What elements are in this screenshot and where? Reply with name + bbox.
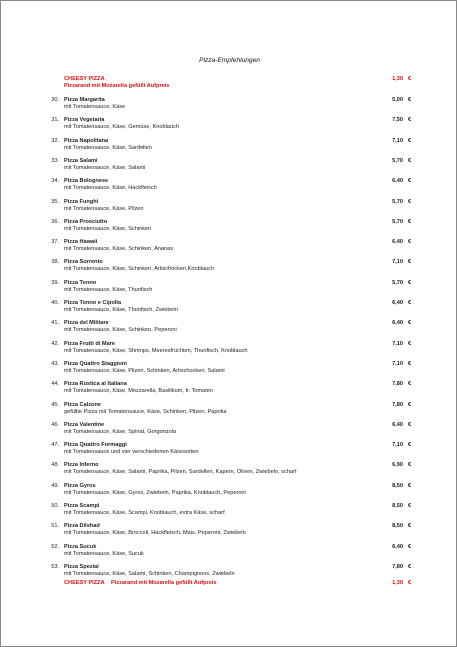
item-number: 33.: [51, 158, 59, 164]
menu-item: [1, 462, 457, 478]
item-number: 51.: [51, 523, 59, 529]
item-name: Pizza Prosciutto: [64, 219, 108, 225]
cheesy-pizza-header: [1, 76, 457, 92]
currency-symbol: €: [408, 503, 412, 509]
currency-symbol: €: [408, 199, 412, 205]
currency-symbol: €: [408, 320, 412, 326]
menu-item: [1, 320, 457, 336]
menu-item: [1, 280, 457, 296]
item-description: mit Tomatensauce, Käse, Salami, Paprika, Pilzen, Sardellen, Kapern, Oliven, Zwiebeln, scharf: [64, 469, 297, 475]
item-price: 6,40: [392, 178, 403, 184]
item-description: mit Tomatensauce, Käse, Schinken, Peperoni: [64, 327, 177, 333]
item-price: 5,00: [392, 97, 403, 103]
item-name: Pizza Scampi: [64, 503, 100, 509]
item-number: 45.: [51, 402, 59, 408]
item-price: 7,10: [392, 259, 403, 265]
item-name: Pizza Napolitana: [64, 138, 109, 144]
currency-symbol: €: [408, 462, 412, 468]
currency-symbol: €: [408, 280, 412, 286]
item-name: Pizza Bolognese: [64, 178, 109, 184]
item-description: mit Tomatensauce, Käse, Mozzarella, Basilikum, tr. Tomaten: [64, 388, 214, 394]
item-name: Pizza Rustica al Italiana: [64, 381, 127, 387]
item-name: Pizza Margarita: [64, 97, 105, 103]
item-name: Pizza Funghi: [64, 199, 99, 205]
menu-item: [1, 117, 457, 133]
item-description: mit Tomatensauce und vier verschiedenen Käsesorten: [64, 449, 199, 455]
item-number: 50.: [51, 503, 59, 509]
item-price: 6,40: [392, 422, 403, 428]
item-price: 7,10: [392, 341, 403, 347]
menu-item: [1, 219, 457, 235]
item-description: mit Tomatensauce, Käse, Spinat, Gorgonzola: [64, 429, 177, 435]
item-description: mit Tomatensauce, Käse, Schinken, Ananas: [64, 246, 174, 252]
item-number: 38.: [51, 259, 59, 265]
item-description: mit Tomatensauce, Käse, Pilzen, Schinken, Artischocken, Salami: [64, 368, 225, 374]
item-number: 36.: [51, 219, 59, 225]
currency-symbol: €: [408, 483, 412, 489]
menu-item: [1, 564, 457, 580]
currency-symbol: €: [408, 422, 412, 428]
menu-item: [1, 402, 457, 418]
item-price: 7,80: [392, 402, 403, 408]
menu-item: [1, 422, 457, 438]
item-description: mit Tomatensauce, Käse, Shrimps, Meeresfrüchten, Thunfisch, Knoblauch: [64, 348, 248, 354]
menu-item: [1, 544, 457, 560]
item-number: 46.: [51, 422, 59, 428]
item-number: 43.: [51, 361, 59, 367]
cheesy-pizza-footer: [1, 580, 457, 596]
item-name: Pizza Quattro Staggioni: [64, 361, 127, 367]
item-description: mit Tomatensauce, Käse: [64, 104, 126, 110]
item-description: mit Tomatensauce, Käse, Gemüse, Knoblauch: [64, 124, 179, 130]
item-price: 7,80: [392, 564, 403, 570]
item-price: 7,10: [392, 361, 403, 367]
menu-item: [1, 503, 457, 519]
item-price: 6,40: [392, 544, 403, 550]
item-price: 7,10: [392, 442, 403, 448]
item-price: 6,40: [392, 320, 403, 326]
menu-item: [1, 361, 457, 377]
item-description: mit Tomatensauce, Käse, Thunfisch, Zwiebeln: [64, 307, 178, 313]
currency-symbol: €: [408, 564, 412, 570]
item-name: Pizza Hawaii: [64, 239, 98, 245]
item-number: 31.: [51, 117, 59, 123]
item-price: 6,40: [392, 300, 403, 306]
item-number: 35.: [51, 199, 59, 205]
currency-symbol: €: [408, 259, 412, 265]
item-number: 42.: [51, 341, 59, 347]
item-number: 44.: [51, 381, 59, 387]
currency-symbol: €: [408, 76, 412, 82]
item-number: 37.: [51, 239, 59, 245]
item-description: mit Tomatensauce, Käse, Sucuk: [64, 551, 144, 557]
currency-symbol: €: [408, 219, 412, 225]
item-description: mit Tomatensauce, Käse, Broccoli, Hackfleisch, Mais, Peperoni, Zwiebeln: [64, 530, 246, 536]
item-name: Pizza Sucuk: [64, 544, 97, 550]
page-title: Pizza-Empfehlungen: [199, 57, 260, 64]
item-price: 8,50: [392, 503, 403, 509]
item-name: Pizza Salami: [64, 158, 98, 164]
item-number: 47.: [51, 442, 59, 448]
item-number: 48.: [51, 462, 59, 468]
menu-item: [1, 300, 457, 316]
currency-symbol: €: [408, 442, 412, 448]
special-price: 1,30: [392, 76, 403, 82]
item-description: mit Tomatensauce, Käse, Schinken, Artischocken,Knoblauch: [64, 266, 215, 272]
item-price: 5,70: [392, 219, 403, 225]
menu-item: [1, 158, 457, 174]
currency-symbol: €: [408, 239, 412, 245]
menu-item: [1, 138, 457, 154]
item-description: mit Tomatensauce, Käse, Hackfleisch: [64, 185, 157, 191]
item-price: 8,50: [392, 483, 403, 489]
item-name: Pizza Tonno e Cipolla: [64, 300, 122, 306]
menu-item: [1, 199, 457, 215]
currency-symbol: €: [408, 402, 412, 408]
menu-item: [1, 341, 457, 357]
item-price: 6,90: [392, 462, 403, 468]
item-number: 32.: [51, 138, 59, 144]
item-name: Pizza Spezial: [64, 564, 99, 570]
menu-item: [1, 442, 457, 458]
currency-symbol: €: [408, 544, 412, 550]
item-description: mit Tomatensauce, Käse, Gyros, Zwiebeln, Paprika, Knoblauch, Peperoni: [64, 490, 246, 496]
item-name: Pizza Vegetaria: [64, 117, 105, 123]
menu-item: [1, 523, 457, 539]
currency-symbol: €: [408, 300, 412, 306]
item-number: 40.: [51, 300, 59, 306]
item-name: Pizza Tonno: [64, 280, 97, 286]
currency-symbol: €: [408, 138, 412, 144]
item-number: 52.: [51, 544, 59, 550]
currency-symbol: €: [408, 381, 412, 387]
currency-symbol: €: [408, 580, 412, 586]
item-number: 53.: [51, 564, 59, 570]
currency-symbol: €: [408, 117, 412, 123]
item-description: mit Tomatensauce, Käse, Salami, Schinken, Champignons, Zwiebeln: [64, 571, 235, 577]
item-price: 8,50: [392, 523, 403, 529]
item-description: mit Tomatensauce, Käse, Scampi, Knoblauch, extra Käse, scharf: [64, 510, 225, 516]
menu-item: [1, 97, 457, 113]
item-description: mit Tomatensauce, Käse, Salami: [64, 165, 146, 171]
item-price: 7,10: [392, 138, 403, 144]
item-price: 6,40: [392, 239, 403, 245]
currency-symbol: €: [408, 178, 412, 184]
item-number: 39.: [51, 280, 59, 286]
item-name: Pizza Quattro Formaggi: [64, 442, 127, 448]
menu-item: [1, 178, 457, 194]
item-price: 7,80: [392, 381, 403, 387]
item-description: mit Tomatensauce, Käse, Schinken: [64, 226, 152, 232]
menu-item: [1, 239, 457, 255]
menu-item: [1, 259, 457, 275]
item-name: Pizza Dilshad: [64, 523, 100, 529]
currency-symbol: €: [408, 97, 412, 103]
item-number: 41.: [51, 320, 59, 326]
item-price: 5,70: [392, 280, 403, 286]
item-price: 5,70: [392, 158, 403, 164]
special-name: CHEESY PIZZA: [64, 580, 105, 586]
item-name: Pizza Gyros: [64, 483, 96, 489]
item-description: mit Tomatensauce, Käse, Pilzen: [64, 206, 144, 212]
special-name: CHEESY PIZZA: [64, 76, 105, 82]
currency-symbol: €: [408, 341, 412, 347]
item-number: 49.: [51, 483, 59, 489]
special-price: 1,30: [392, 580, 403, 586]
item-name: Pizza Frutti di Mare: [64, 341, 115, 347]
item-name: Pizza Sorrento: [64, 259, 103, 265]
currency-symbol: €: [408, 361, 412, 367]
currency-symbol: €: [408, 523, 412, 529]
special-desc: Pizzarand mit Mozarella gefüllt Aufpreis: [111, 580, 217, 586]
item-description: gefüllte Pizza mit Tomatensauce, Käse, Schinken, Pilzen, Paprika: [64, 409, 227, 415]
item-name: Pizza del Militare: [64, 320, 109, 326]
item-number: 30.: [51, 97, 59, 103]
item-name: Pizza Valentine: [64, 422, 105, 428]
menu-item: [1, 483, 457, 499]
item-price: 5,70: [392, 199, 403, 205]
item-price: 7,50: [392, 117, 403, 123]
item-description: mit Tomatensauce, Käse, Thunfisch: [64, 287, 153, 293]
item-name: Pizza Inferno: [64, 462, 99, 468]
item-name: Pizza Calzone: [64, 402, 101, 408]
item-number: 34.: [51, 178, 59, 184]
item-description: mit Tomatensauce, Käse, Sardellen: [64, 145, 152, 151]
special-desc: Pizzarand mit Mozarella gefüllt Aufpreis: [64, 83, 170, 89]
currency-symbol: €: [408, 158, 412, 164]
menu-item: [1, 381, 457, 397]
